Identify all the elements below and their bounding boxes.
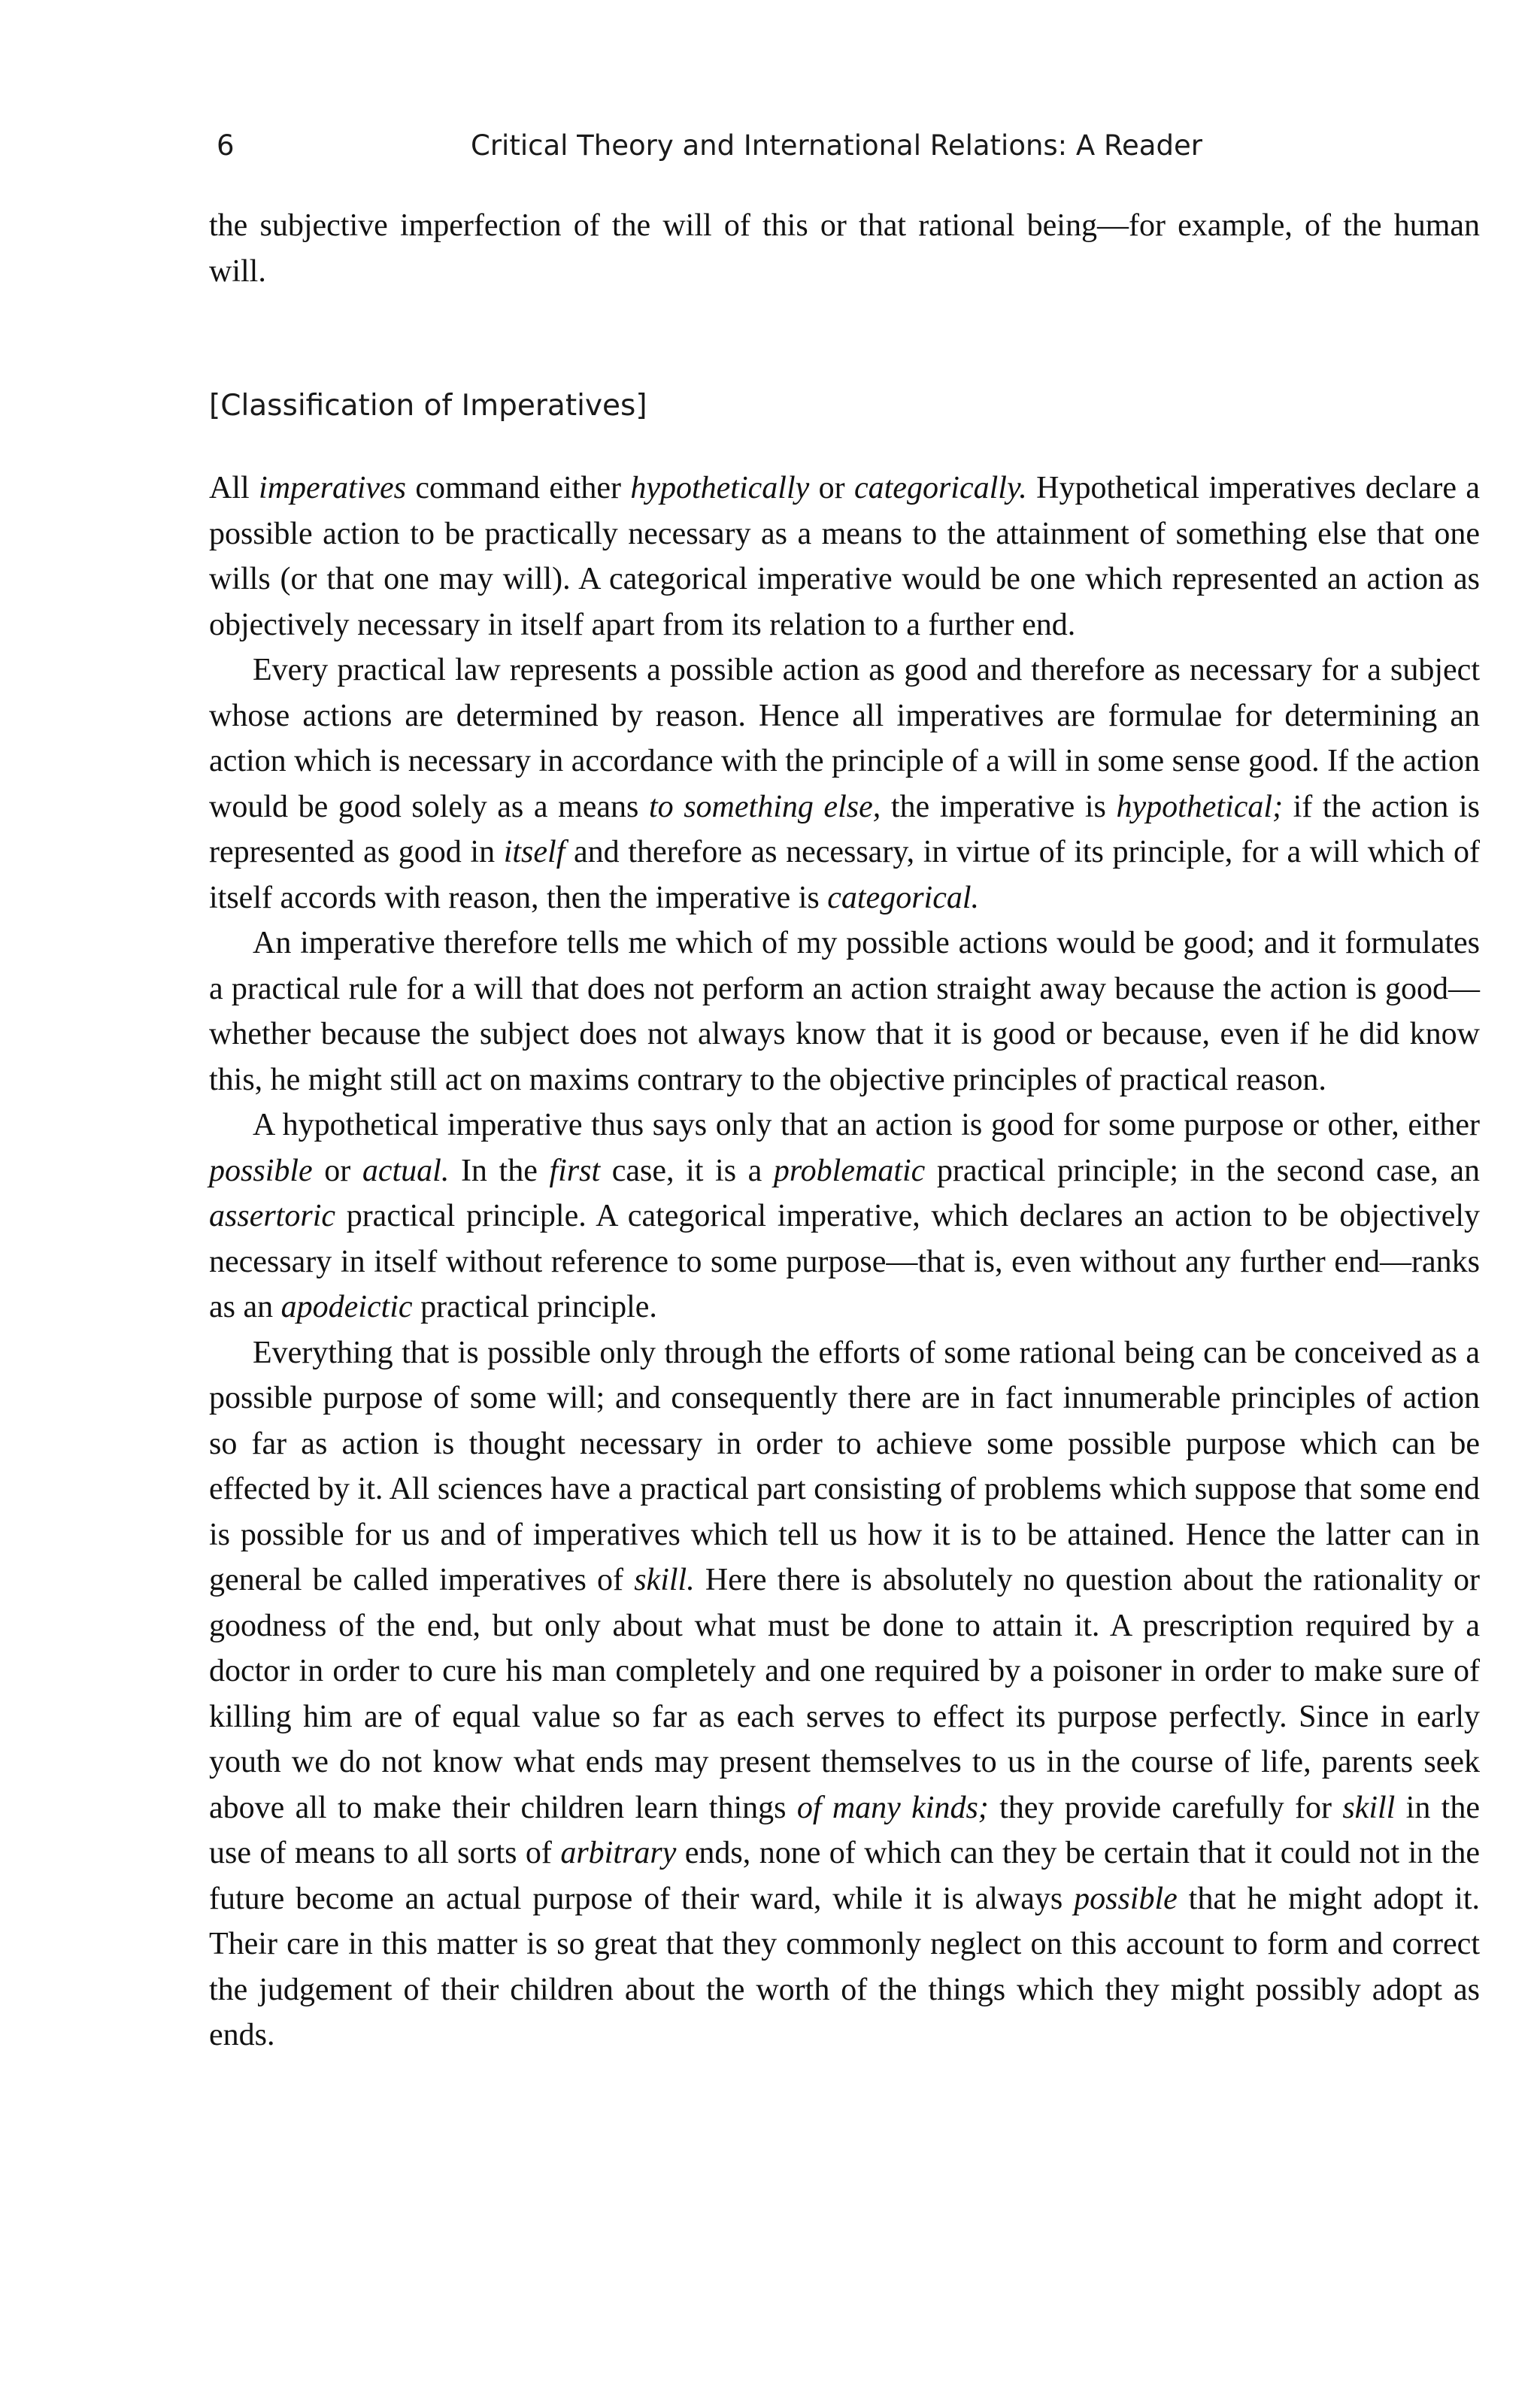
italic-term: possible: [1074, 1881, 1178, 1916]
text-run: or: [809, 471, 854, 505]
text-run: Hypothetical imperatives declare a possible action to be practically necessary as a means to the attainment of something else that one wills (or that one may will). A categorical imperative would be one which represented an action as objectively necessary in itself apart from its relation to a further end.: [209, 471, 1480, 642]
text-run: the imperative is: [881, 789, 1117, 824]
text-run: All: [209, 471, 259, 505]
italic-term: to something else,: [648, 789, 881, 824]
text-run: Here there is absolutely no question about the rationality or goodness of the end, but only about what must be done to attain it. A prescription required by a doctor in order to cure his man completely and one required by a poisoner in order to make sure of killing him are of equal value so far as each serves to effect its purpose perfectly. Since in early youth we do not know what ends may present themselves to us in the course of life, parents seek above all to make their children learn things: [209, 1563, 1481, 1825]
italic-term: itself: [503, 835, 565, 869]
text-run: A hypothetical imperative thus says only that an action is good for some purpose or other, either: [253, 1108, 1480, 1142]
section-heading: [Classification of Imperatives]: [209, 389, 647, 423]
italic-term: apodeictic: [280, 1290, 413, 1324]
italic-term: assertoric: [209, 1199, 335, 1233]
running-title: Critical Theory and International Relations: A Reader: [471, 129, 1202, 162]
text-run: practical principle; in the second case, an: [925, 1153, 1481, 1188]
paragraph-hypothetical: [209, 1102, 1480, 1330]
paragraph-imperative-tells: An imperative therefore tells me which of my possible actions would be good; and it formulates a practical rule for a will that does not perform an action straight away because the action is good—whether because the subject does not always know that it is good or because, even if he did know this, he might still act on maxims contrary to the objective principles of practical reason.: [209, 926, 1480, 1097]
text-run: Everything that is possible only through the efforts of some rational being can be conceived as a possible purpose of some will; and consequently there are in fact innumerable principles of action so far as action is thought necessary in order to achieve some possible purpose which can be effected by it. All sciences have a practical part consisting of problems which suppose that some end is possible for us and of imperatives which tell us how it is to be attained. Hence the latter can in general be called imperatives of: [209, 1335, 1480, 1597]
italic-term: first: [549, 1153, 601, 1188]
body-text: [209, 203, 1480, 2058]
text-run: case, it is a: [600, 1153, 774, 1188]
text-run: ends, none of which can they be certain that it could not in the future become an actual purpose of their ward, while it is always: [209, 1836, 1480, 1916]
italic-term: categorically.: [854, 471, 1027, 505]
italic-term: hypothetical;: [1116, 789, 1284, 824]
italic-term: arbitrary: [560, 1836, 677, 1870]
italic-term: possible: [209, 1153, 313, 1188]
paragraph-skill: [209, 1330, 1480, 2058]
text-run: in the use of means to all sorts of: [209, 1790, 1480, 1870]
text-run: and therefore as necessary, in virtue of its principle, for a will which of itself accords with reason, then the imperative is: [209, 835, 1480, 915]
text-run: if the action is represented as good in: [209, 789, 1480, 869]
text-run: practical principle.: [412, 1290, 657, 1324]
italic-term: hypothetically: [630, 471, 810, 505]
italic-term: categorical.: [827, 880, 980, 915]
text-run: practical principle. A categorical imperative, which declares an action to be objectively necessary in itself without reference to some purpose—that is, even without any further end—ranks as an: [209, 1199, 1480, 1324]
paragraph-practical-law: [209, 648, 1480, 921]
italic-term: skill.: [634, 1563, 695, 1597]
paragraph-imperatives: [209, 466, 1480, 648]
italic-term: skill: [1342, 1790, 1396, 1825]
italic-term: of many kinds;: [796, 1790, 989, 1825]
text-run: Every practical law represents a possible action as good and therefore as necessary for a subject whose actions are determined by reason. Hence all imperatives are formulae for determining an action which is necessary in accordance with the principle of a will in some sense good. If the action would be good solely as a means: [209, 653, 1480, 824]
text-run: that he might adopt it. Their care in this matter is so great that they commonly neglect on this account to form and correct the judgement of their children about the worth of the things which they might possibly adopt as ends.: [209, 1881, 1480, 2052]
page-number: 6: [217, 129, 235, 162]
italic-term: actual.: [362, 1153, 450, 1188]
paragraph-continued: the subjective imperfection of the will of this or that rational being—for example, of the human will.: [209, 208, 1480, 289]
text-run: or: [312, 1153, 362, 1188]
italic-term: imperatives: [259, 471, 406, 505]
text-run: In the: [449, 1153, 550, 1188]
text-run: they provide carefully for: [988, 1790, 1343, 1825]
italic-term: problematic: [773, 1153, 926, 1188]
text-run: command either: [406, 471, 631, 505]
running-head: [217, 129, 1495, 162]
